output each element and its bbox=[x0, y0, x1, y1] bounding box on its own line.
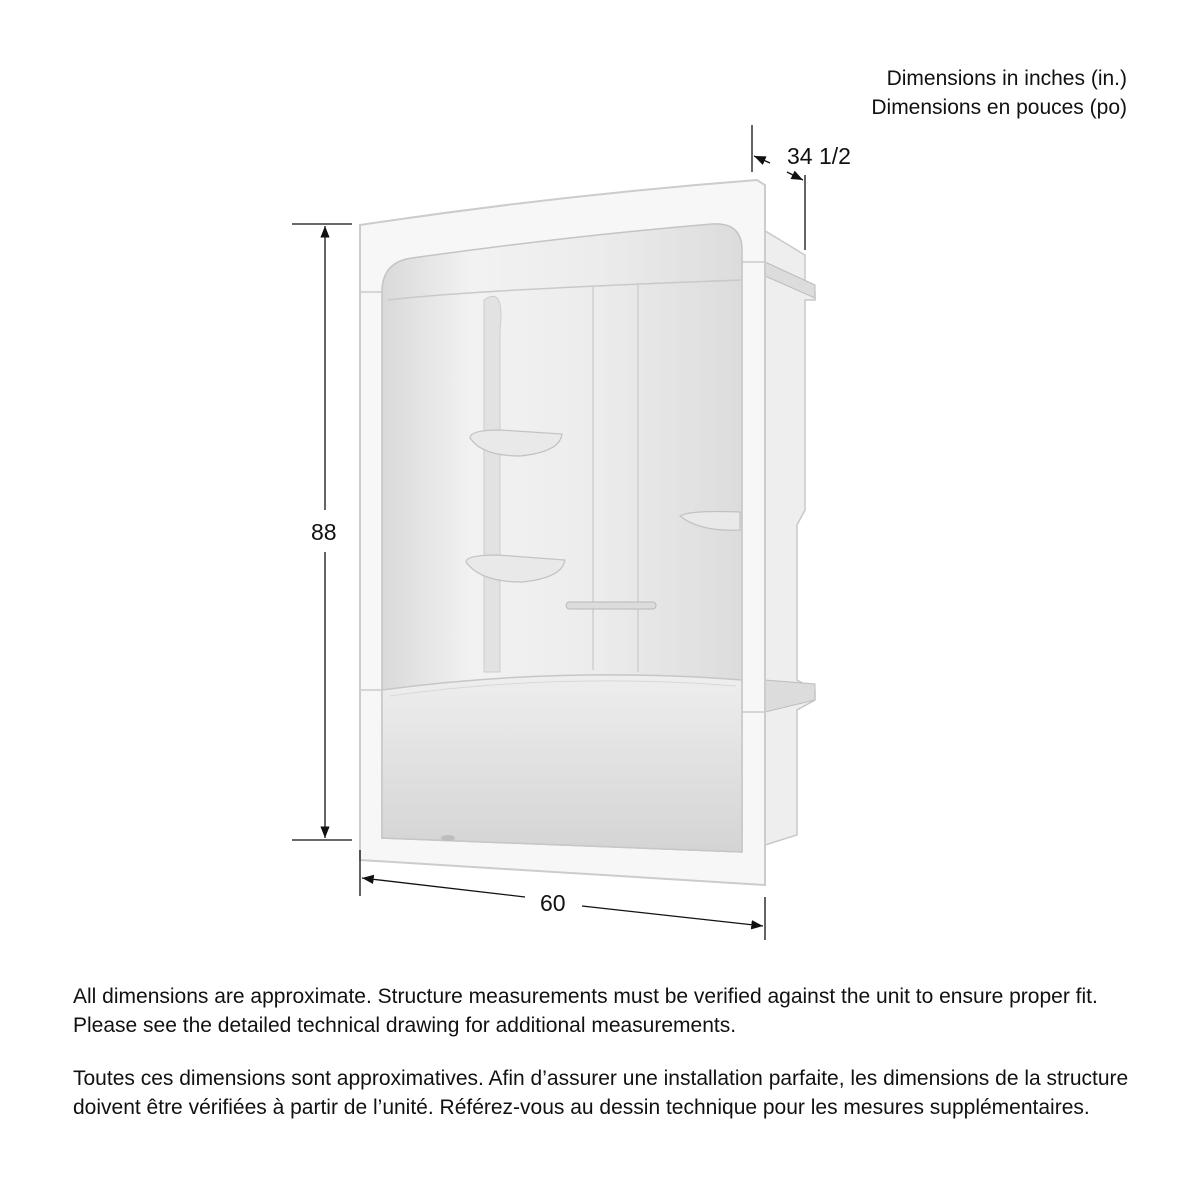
units-note-en: Dimensions in inches (in.) bbox=[886, 67, 1127, 90]
disclaimer-notes bbox=[73, 982, 1143, 1146]
shower-interior bbox=[382, 224, 742, 852]
grab-bar bbox=[566, 602, 656, 609]
disclaimer-en: All dimensions are approximate. Structure measurements must be verified against the unit to ensure proper fit. Please see the detailed technical drawing for additional measurements. bbox=[73, 985, 1098, 1037]
height-dimension-label: 88 bbox=[305, 519, 343, 545]
depth-dimension-label: 34 1/2 bbox=[787, 143, 851, 169]
disclaimer-fr: Toutes ces dimensions sont approximatives. Afin d’assurer une installation parfaite, les dimensions de la structure doivent être vérifiées à partir de l’unité. Référez-vous au dessin technique pour les mesures supplémentaires. bbox=[73, 1067, 1129, 1119]
width-dimension-label: 60 bbox=[534, 890, 572, 916]
units-note-fr: Dimensions en pouces (po) bbox=[871, 96, 1127, 119]
